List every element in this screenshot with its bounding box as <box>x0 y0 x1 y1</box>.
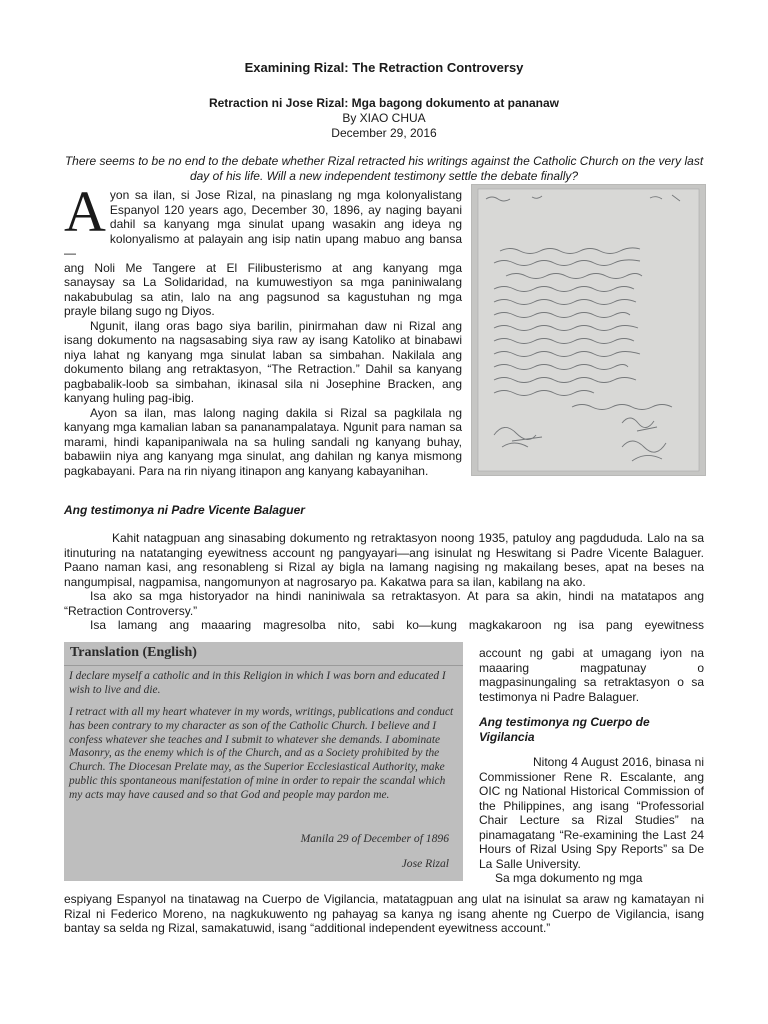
cuerpo-section-body <box>64 892 704 936</box>
right-column <box>479 646 704 886</box>
intro-paragraph-1 <box>64 179 462 319</box>
handwritten-document-illustration <box>472 185 705 475</box>
translation-paragraph-1: I declare myself a catholic and in this Religion in which I was born and educated I wish to live and die. <box>69 670 446 696</box>
balaguer-paragraph-2: Isa ako sa mga historyador na hindi naniniwala sa retraktasyon. At para sa akin, hindi na matatapos ang “Retraction Controversy.” <box>64 589 704 618</box>
article-subtitle: Retraction ni Jose Rizal: Mga bagong dokumento at pananaw <box>208 96 560 110</box>
section-heading-balaguer: Ang testimonya ni Padre Vicente Balaguer <box>64 503 305 517</box>
intro-line: yon sa ilan, si Jose Rizal, na pinaslang ng mga kolonyalistang <box>109 188 462 202</box>
retraction-document-photo <box>471 184 706 476</box>
intro-column <box>64 179 462 478</box>
translation-paragraph-2: I retract with all my heart whatever in my words, writings, publications and conduct has been contrary to my character as son of the Catholic Church. I believe and I confess whatever she teaches and I submit to whatever she demands. I abominate Masonry, as the enemy which is of the Church, and as a Society prohibited by the Church. The Diocesan Prelate may, as the Superior Ecclesiastical Authority, make public this spontaneous manifestation of mine in order to repair the scandal which my acts may have caused and so that God and people may pardon me. <box>69 706 454 801</box>
translation-photo <box>64 642 463 881</box>
intro-line: nakabubulag sa atin, lalo na ang pagsunod sa kagustuhan ng mga <box>64 289 462 304</box>
balaguer-paragraph-3-rest: account ng gabi at umagang iyon na maaaring magpatunay o magpasinungaling sa retraktasyon o sa testimonya ni Padre Balaguer. <box>479 646 704 704</box>
lede-paragraph: There seems to be no end to the debate whether Rizal retracted his writings against the Catholic Church on the very last day of his life. Will a new independent testimony settle the debate finally? <box>64 154 704 183</box>
intro-line: prayle bilang sugo ng Diyos. <box>64 304 215 318</box>
publication-date: December 29, 2016 <box>331 126 437 140</box>
article-title: Examining Rizal: The Retraction Controversy <box>244 60 524 75</box>
cuerpo-paragraph-1: Nitong 4 August 2016, binasa ni Commissioner Rene R. Escalante, ang OIC ng National Historical Commission of the Philippines, ang isang “Professorial Chair Lecture sa Rizal Studies” na pinamagatang “Re-examining the Last 24 Hours of Rizal Using Spy Reports” sa De La Salle University. <box>479 755 704 871</box>
translation-date: Manila 29 of December of 1896 <box>300 832 449 845</box>
intro-line: kolonyalismo at palayain ang isip natin upang mabuo ang bansa— <box>64 231 462 260</box>
cuerpo-paragraph-2-rest: espiyang Espanyol na tinatawag na Cuerpo de Vigilancia, matatagpuan ang ulat na isinulat sa araw ng kamatayan ni Rizal ni Federico Moreno, na nagkukuwento ng pahayag sa kanya ng isang ahente ng Cuerpo de Vigilancia, isang bantay sa selda ng Rizal, samakatuwid, isang “additional independent eyewitness account.” <box>64 892 704 935</box>
balaguer-paragraph-3-start: Isa lamang ang maaaring magresolba nito, sabi ko—kung magkakaroon ng isa pang eyewitness <box>90 618 704 632</box>
intro-paragraph-2: Ngunit, ilang oras bago siya barilin, pinirmahan daw ni Rizal ang isang dokumento na nagsasabing siya raw ay isang Katoliko at binabawi niya lahat ng kanyang mga sinulat laban sa simbahan. Nakilala ang dokumento bilang ang retraktasyon, “The Retraction.” Dahil sa kanyang pagbabalik-loob sa simbahan, ikinasal sila ni Josephine Bracken, ang kanyang huling pag-ibig. <box>64 318 462 405</box>
intro-line: sanaysay sa La Solidaridad, na kumuwestiyon sa mga paniniwalang <box>64 275 462 289</box>
intro-paragraph-3: Ayon sa ilan, mas lalong naging dakila si Rizal sa pagkilala ng kanyang mga kamalian laban sa pananampalataya. Ngunit para naman sa marami, hindi kapanipaniwala na sa huling sandali ng kanyang buhay, babawiin niya ang kanyang mga sinulat, ang dahilan ng kanya mismong pagkabayani. Para na rin niyang itinapon ang kanyang kabayanihan. <box>64 405 462 478</box>
section-heading-cuerpo: Ang testimonya ng Cuerpo de Vigilancia <box>479 715 650 744</box>
intro-line: dahil sa kanyang mga sinulat upang wasakin ang ideya ng <box>109 217 462 231</box>
intro-line: Espanyol 120 years ago, December 30, 1896, ay naging bayani <box>109 202 462 217</box>
translation-label: Translation (English) <box>70 645 197 660</box>
balaguer-paragraph-1: Kahit natagpuan ang sinasabing dokumento ng retraktasyon noong 1935, patuloy ang pagdududa. Lalo na sa itinuturing na natatanging eyewitness account ng pangyayari—ang isinulat ng Heswitang si Padre Vicente Balaguer. Paano naman kasi, ang resonableng si Rizal ay bigla na lamang nagising ng makailang beses, apat na beses na nangumpisal, nagpamisa, nangomunyon at nagrosaryo pa. Kakatwa para sa ilan, kabilang na ako. <box>64 531 704 589</box>
drop-cap: A <box>64 179 106 244</box>
byline: By XIAO CHUA <box>342 111 426 125</box>
cuerpo-paragraph-2-start: Sa mga dokumento ng mga <box>495 871 643 885</box>
balaguer-section-body <box>64 531 704 633</box>
translation-signature: Jose Rizal <box>401 857 449 870</box>
intro-line: ang Noli Me Tangere at El Filibusterismo at ang kanyang mga <box>64 260 462 275</box>
translation-divider <box>64 665 463 666</box>
